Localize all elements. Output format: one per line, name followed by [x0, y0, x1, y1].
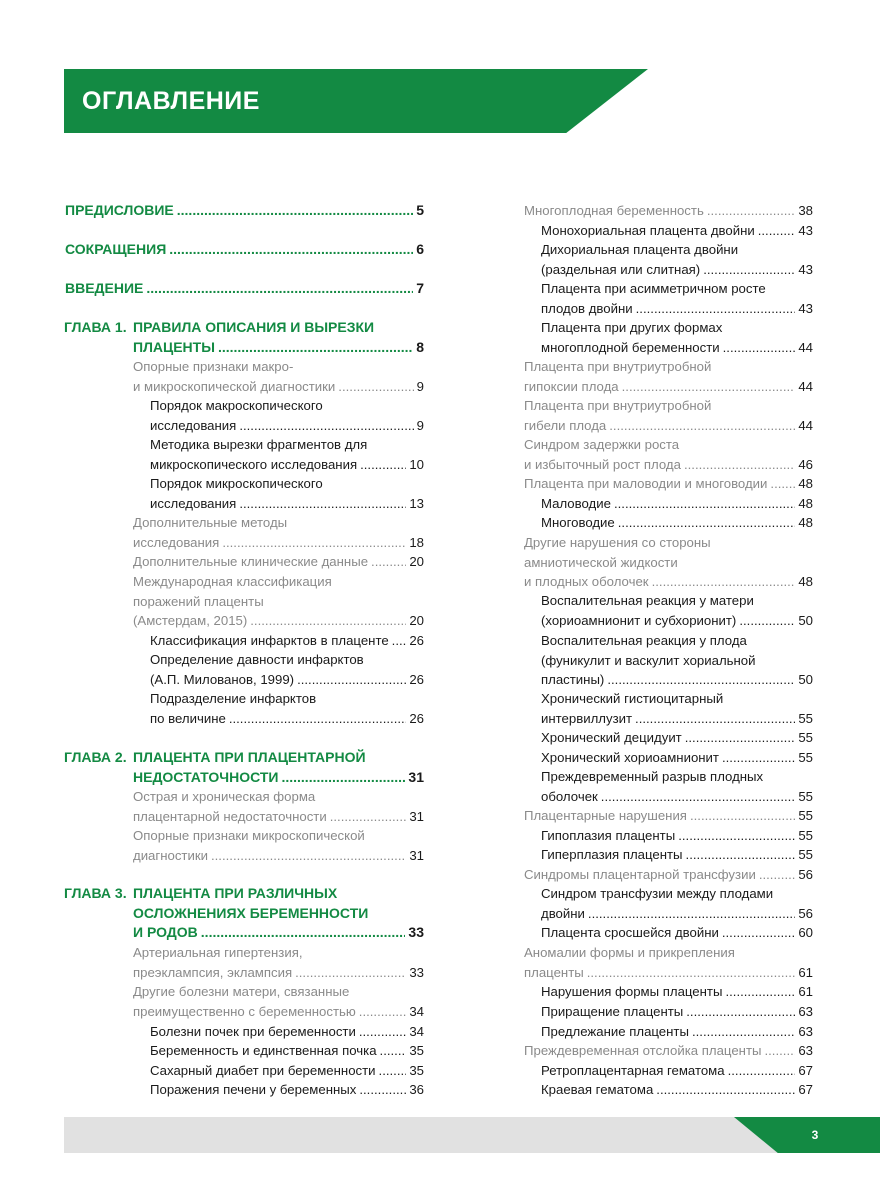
toc-entry-title-line: Методика вырезки фрагментов для: [150, 437, 368, 452]
toc-entry-title-line: Воспалительная реакция у плода: [541, 633, 747, 648]
toc-page-number: 55: [798, 788, 813, 804]
toc-entry-title-line: Гиперплазия плаценты: [541, 847, 683, 862]
toc-entry-title-line: НЕДОСТАТОЧНОСТИ: [133, 768, 279, 785]
toc-page-number: 43: [798, 300, 813, 316]
toc-page-number: 67: [798, 1082, 813, 1097]
dot-leader: [614, 494, 795, 514]
toc-entry-title-line: Многоводие: [541, 515, 615, 530]
toc-entry-title-line: Нарушения формы плаценты: [541, 984, 723, 999]
dot-leader: [618, 513, 796, 533]
toc-page-number: 36: [409, 1082, 424, 1097]
toc-page-number: 55: [798, 730, 813, 745]
toc-entry[interactable]: [150, 1022, 424, 1042]
toc-entry-title-line: Аномалии формы и прикрепления: [524, 945, 735, 960]
toc-entry[interactable]: [133, 572, 424, 631]
dot-leader: [177, 201, 413, 221]
toc-entry[interactable]: [133, 357, 424, 396]
toc-entry-title-line: Порядок макроскопического: [150, 398, 323, 413]
dot-leader: [281, 768, 405, 788]
toc-entry[interactable]: [541, 318, 813, 357]
dot-leader: [379, 1061, 407, 1081]
dot-leader: [770, 474, 795, 494]
toc-entry[interactable]: [524, 533, 813, 592]
dot-leader: [371, 552, 406, 572]
toc-entry-title-line: Болезни почек при беременности: [150, 1024, 356, 1039]
toc-entry-title-line: Другие болезни матери, связанные: [133, 984, 350, 999]
toc-entry-title-line: и избыточный рост плода: [524, 456, 681, 472]
dot-leader: [201, 923, 406, 943]
toc-entry-title-line: оболочек: [541, 788, 598, 804]
toc-page-number: 33: [409, 964, 424, 980]
toc-entry-title-line: ПРАВИЛА ОПИСАНИЯ И ВЫРЕЗКИ: [133, 319, 375, 335]
dot-leader: [703, 260, 795, 280]
toc-entry-title-line: ВВЕДЕНИЕ: [65, 280, 144, 296]
toc-entry[interactable]: [541, 748, 813, 768]
chapter-label: ГЛАВА 3.: [64, 885, 127, 901]
toc-entry-title-line: гипоксии плода: [524, 378, 619, 394]
toc-page-number: 26: [409, 710, 424, 726]
dot-leader: [635, 709, 795, 729]
toc-entry-title-line: (А.П. Милованов, 1999): [150, 671, 295, 687]
toc-entry[interactable]: [150, 1061, 424, 1081]
toc-entry[interactable]: [541, 513, 813, 533]
toc-entry-title-line: И РОДОВ: [133, 924, 198, 940]
toc-entry-title-line: амниотической жидкости: [524, 554, 678, 570]
dot-leader: [588, 904, 795, 924]
toc-entry-title-line: Приращение плаценты: [541, 1004, 684, 1019]
toc-entry-title-line: Опорные признаки микроскопической: [133, 828, 365, 843]
toc-page-number: 63: [798, 1004, 813, 1019]
toc-page-number: 44: [798, 339, 813, 355]
toc-entry-title-line: Другие нарушения со стороны: [524, 535, 711, 550]
toc-entry-title-line: Ретроплацентарная гематома: [541, 1063, 725, 1078]
toc-entry[interactable]: [541, 221, 813, 241]
toc-entry-title-line: Хронический гистиоцитарный: [541, 691, 724, 706]
toc-entry-title-line: Воспалительная реакция у матери: [541, 593, 754, 608]
toc-page-number: 48: [798, 476, 813, 491]
toc-entry-title-line: Острая и хроническая форма: [133, 789, 316, 804]
toc-entry-title-line: двойни: [541, 905, 585, 921]
toc-entry[interactable]: [133, 982, 424, 1021]
toc-entry[interactable]: [541, 767, 813, 806]
dot-leader: [146, 279, 413, 299]
dot-leader: [392, 631, 407, 651]
toc-entry[interactable]: [541, 826, 813, 846]
dot-leader: [609, 416, 795, 436]
toc-entry-title-line: диагностики: [133, 847, 208, 863]
toc-entry-title-line: Опорные признаки макро-: [133, 359, 294, 374]
toc-page-number: 10: [409, 456, 424, 472]
toc-entry-title-line: Хронический хориоамнионит: [541, 750, 719, 765]
dot-leader: [622, 377, 796, 397]
toc-page-number: 48: [798, 574, 813, 589]
dot-leader: [338, 377, 413, 397]
toc-page-number: 55: [798, 808, 813, 823]
toc-page-number: 33: [408, 924, 424, 940]
dot-leader: [218, 338, 413, 358]
toc-page-number: 43: [798, 223, 813, 238]
dot-leader: [722, 748, 795, 768]
toc-entry-title-line: плаценты: [524, 964, 584, 980]
toc-page-number: 55: [798, 847, 813, 862]
toc-entry-title-line: плодов двойни: [541, 300, 633, 316]
dot-leader: [330, 807, 407, 827]
toc-entry-title-line: пластины): [541, 672, 605, 687]
dot-leader: [295, 963, 406, 983]
toc-entry[interactable]: [524, 474, 813, 494]
chapter-label: ГЛАВА 1.: [64, 319, 127, 335]
toc-entry[interactable]: [541, 845, 813, 865]
dot-leader: [728, 1061, 796, 1081]
toc-entry[interactable]: [524, 201, 813, 221]
toc-entry-title-line: исследования: [150, 417, 237, 433]
toc-entry-title-line: Подразделение инфарктов: [150, 691, 317, 706]
toc-entry-title-line: (раздельная или слитная): [541, 261, 701, 277]
dot-leader: [692, 1022, 795, 1042]
toc-entry-title-line: Дополнительные клинические данные: [133, 554, 369, 569]
toc-entry[interactable]: [133, 748, 424, 787]
toc-entry-title-line: Классификация инфарктов в плаценте: [150, 633, 389, 648]
page-title: ОГЛАВЛЕНИЕ: [82, 87, 260, 115]
toc-entry-title-line: Беременность и единственная почка: [150, 1043, 377, 1058]
toc-entry-title-line: Дихориальная плацента двойни: [541, 242, 739, 257]
page-number: 3: [811, 1128, 819, 1142]
toc-page-number: 13: [409, 495, 424, 511]
toc-page-number: 56: [798, 867, 813, 882]
toc-page-number: 67: [798, 1063, 813, 1078]
toc-page-number: 31: [408, 768, 424, 785]
toc-entry[interactable]: [541, 591, 813, 630]
toc-page-number: 44: [798, 378, 813, 394]
toc-entry-title-line: Синдром трансфузии между плодами: [541, 886, 774, 901]
toc-entry-title-line: микроскопического исследования: [150, 456, 358, 472]
toc-page-number: 8: [416, 338, 424, 355]
dot-leader: [636, 299, 796, 319]
dot-leader: [229, 709, 407, 729]
toc-entry-title-line: Синдром задержки роста: [524, 437, 680, 452]
toc-entry[interactable]: [524, 357, 813, 396]
toc-entry[interactable]: [133, 318, 424, 357]
toc-entry-title-line: Международная классификация: [133, 574, 332, 589]
toc-page-number: 26: [409, 633, 424, 648]
toc-entry[interactable]: [541, 884, 813, 923]
dot-leader: [607, 670, 795, 690]
toc-entry[interactable]: [133, 787, 424, 826]
toc-entry-title-line: Определение давности инфарктов: [150, 652, 364, 667]
toc-entry-title-line: и плодных оболочек: [524, 574, 649, 589]
toc-page-number: 26: [409, 671, 424, 687]
dot-leader: [758, 221, 796, 241]
dot-leader: [587, 963, 796, 983]
toc-entry-title-line: Плацента при асимметричном росте: [541, 281, 766, 296]
dot-leader: [359, 1080, 406, 1100]
dot-leader: [707, 201, 796, 221]
toc-page-number: 50: [798, 672, 813, 687]
dot-leader: [250, 611, 406, 631]
toc-entry-title-line: Артериальная гипертензия,: [133, 945, 303, 960]
toc-entry-title-line: преимущественно с беременностью: [133, 1003, 356, 1019]
toc-entry[interactable]: [133, 552, 424, 572]
dot-leader: [169, 240, 413, 260]
toc-page-number: 56: [798, 905, 813, 921]
toc-page-number: 48: [798, 496, 813, 511]
toc-entry-title-line: (хориоамнионит и субхорионит): [541, 612, 737, 628]
toc-entry-title-line: Хронический децидуит: [541, 730, 682, 745]
dot-leader: [360, 455, 406, 475]
toc-page-number: 9: [416, 417, 424, 433]
toc-entry[interactable]: [541, 1022, 813, 1042]
toc-page-number: 55: [798, 750, 813, 765]
toc-entry-title-line: Гипоплазия плаценты: [541, 828, 676, 843]
toc-entry-title-line: Предлежание плаценты: [541, 1024, 689, 1039]
toc-page-number: 43: [798, 261, 813, 277]
toc-entry-title-line: Плацентарные нарушения: [524, 808, 687, 823]
toc-entry-title-line: Плацента при внутриутробной: [524, 398, 712, 413]
toc-page-number: 55: [798, 710, 813, 726]
dot-leader: [239, 494, 406, 514]
toc-page-number: 38: [798, 203, 813, 218]
dot-leader: [678, 826, 795, 846]
toc-entry[interactable]: [541, 631, 813, 690]
toc-page-number: 34: [409, 1003, 424, 1019]
toc-entry-title-line: ПЛАЦЕНТА ПРИ РАЗЛИЧНЫХ: [133, 885, 338, 901]
toc-entry[interactable]: [133, 884, 424, 943]
toc-entry-title-line: Плацента при маловодии и многоводии: [524, 476, 768, 491]
toc-entry-title-line: Монохориальная плацента двойни: [541, 223, 755, 238]
toc-entry-title-line: (фуникулит и васкулит хориальной: [541, 652, 756, 668]
toc-page-number: 35: [409, 1063, 424, 1078]
toc-entry-title-line: Преждевременная отслойка плаценты: [524, 1043, 762, 1058]
dot-leader: [359, 1022, 406, 1042]
toc-entry[interactable]: [150, 435, 424, 474]
toc-entry-title-line: интервиллузит: [541, 710, 633, 726]
toc-page-number: 31: [409, 808, 424, 824]
toc-entry-title-line: ПЛАЦЕНТЫ: [133, 338, 215, 355]
toc-page-number: 60: [798, 925, 813, 940]
toc-page-number: 20: [409, 554, 424, 569]
toc-entry-title-line: Плацента сросшейся двойни: [541, 925, 719, 940]
toc-entry[interactable]: [541, 1080, 813, 1100]
toc-page-number: 44: [798, 417, 813, 433]
toc-entry[interactable]: [541, 494, 813, 514]
chapter-label: ГЛАВА 2.: [64, 749, 127, 765]
toc-entry-title-line: ПРЕДИСЛОВИЕ: [65, 202, 174, 218]
toc-entry[interactable]: [150, 631, 424, 651]
toc-entry-title-line: по величине: [150, 710, 226, 726]
toc-entry[interactable]: [524, 806, 813, 826]
dot-leader: [601, 787, 796, 807]
toc-entry-title-line: СОКРАЩЕНИЯ: [65, 241, 167, 257]
toc-page-number: 18: [409, 534, 424, 550]
toc-entry-title-line: Синдромы плацентарной трансфузии: [524, 867, 756, 882]
toc-page-number: 7: [416, 280, 424, 296]
toc-entry-title-line: поражений плаценты: [133, 593, 264, 609]
toc-page-number: 5: [416, 202, 424, 218]
toc-page-number: 48: [798, 515, 813, 530]
toc-page-number: 63: [798, 1024, 813, 1039]
toc-entry[interactable]: [541, 1061, 813, 1081]
toc-page-number: 63: [798, 1043, 813, 1058]
toc-entry-title-line: Плацента при других формах: [541, 320, 723, 335]
toc-entry[interactable]: [541, 1002, 813, 1022]
toc-entry-title-line: Маловодие: [541, 496, 611, 511]
toc-page-number: 9: [416, 378, 424, 394]
toc-entry[interactable]: [541, 923, 813, 943]
dot-leader: [690, 806, 795, 826]
toc-page-number: 6: [416, 241, 424, 257]
dot-leader: [723, 338, 796, 358]
toc-entry-title-line: Многоплодная беременность: [524, 203, 704, 218]
toc-entry-title-line: гибели плода: [524, 417, 607, 433]
toc-entry-title-line: Поражения печени у беременных: [150, 1082, 357, 1097]
dot-leader: [211, 846, 406, 866]
dot-leader: [725, 982, 795, 1002]
toc-page-number: 61: [798, 964, 813, 980]
toc-page-number: 31: [409, 847, 424, 863]
toc-entry-title-line: исследования: [150, 495, 237, 511]
toc-entry[interactable]: [133, 513, 424, 552]
dot-leader: [222, 533, 406, 553]
toc-entry[interactable]: [541, 982, 813, 1002]
dot-leader: [685, 728, 796, 748]
toc-entry[interactable]: [133, 826, 424, 865]
toc-page-number: 55: [798, 828, 813, 843]
toc-entry[interactable]: [541, 279, 813, 318]
dot-leader: [359, 1002, 407, 1022]
dot-leader: [239, 416, 413, 436]
toc-entry[interactable]: [150, 474, 424, 513]
toc-page-number: 61: [798, 984, 813, 999]
dot-leader: [684, 455, 795, 475]
toc-entry[interactable]: [150, 1080, 424, 1100]
toc-entry[interactable]: [524, 1041, 813, 1061]
toc-entry-title-line: Порядок микроскопического: [150, 476, 323, 491]
dot-leader: [759, 865, 796, 885]
dot-leader: [722, 923, 795, 943]
toc-entry[interactable]: [150, 650, 424, 689]
toc-entry-title-line: Преждевременный разрыв плодных: [541, 769, 764, 784]
toc-entry-title-line: (Амстердам, 2015): [133, 613, 248, 628]
dot-leader: [764, 1041, 795, 1061]
toc-entry[interactable]: [524, 435, 813, 474]
toc-entry-title-line: Плацента при внутриутробной: [524, 359, 712, 374]
dot-leader: [686, 1002, 795, 1022]
toc-entry[interactable]: [150, 396, 424, 435]
toc-page-number: 46: [798, 456, 813, 472]
toc-entry[interactable]: [150, 689, 424, 728]
toc-entry-title-line: Дополнительные методы: [133, 515, 288, 530]
toc-entry-title-line: и микроскопической диагностики: [133, 378, 336, 394]
dot-leader: [652, 572, 796, 592]
toc-entry-title-line: исследования: [133, 534, 220, 550]
toc-entry-title-line: многоплодной беременности: [541, 339, 720, 355]
toc-entry[interactable]: [65, 279, 424, 299]
toc-entry-title-line: Сахарный диабет при беременности: [150, 1063, 376, 1078]
toc-page-number: 34: [409, 1024, 424, 1039]
toc-entry-title-line: ПЛАЦЕНТА ПРИ ПЛАЦЕНТАРНОЙ: [133, 749, 366, 765]
toc-page-number: 20: [409, 613, 424, 628]
toc-entry-title-line: Краевая гематома: [541, 1082, 654, 1097]
toc-entry[interactable]: [65, 201, 424, 221]
toc-entry[interactable]: [541, 689, 813, 728]
toc-entry[interactable]: [524, 943, 813, 982]
toc-entry[interactable]: [65, 240, 424, 260]
toc-entry[interactable]: [541, 728, 813, 748]
dot-leader: [739, 611, 795, 631]
dot-leader: [380, 1041, 407, 1061]
toc-page-number: 50: [798, 612, 813, 628]
dot-leader: [656, 1080, 795, 1100]
dot-leader: [297, 670, 406, 690]
dot-leader: [686, 845, 796, 865]
toc-entry[interactable]: [524, 396, 813, 435]
toc-entry[interactable]: [541, 240, 813, 279]
toc-entry-title-line: плацентарной недостаточности: [133, 808, 327, 824]
toc-entry[interactable]: [133, 943, 424, 982]
toc-entry-title-line: ОСЛОЖНЕНИЯХ БЕРЕМЕННОСТИ: [133, 904, 369, 921]
toc-page-number: 35: [409, 1043, 424, 1058]
toc-entry-title-line: преэклампсия, эклампсия: [133, 964, 293, 980]
toc-entry[interactable]: [524, 865, 813, 885]
toc-entry[interactable]: [150, 1041, 424, 1061]
